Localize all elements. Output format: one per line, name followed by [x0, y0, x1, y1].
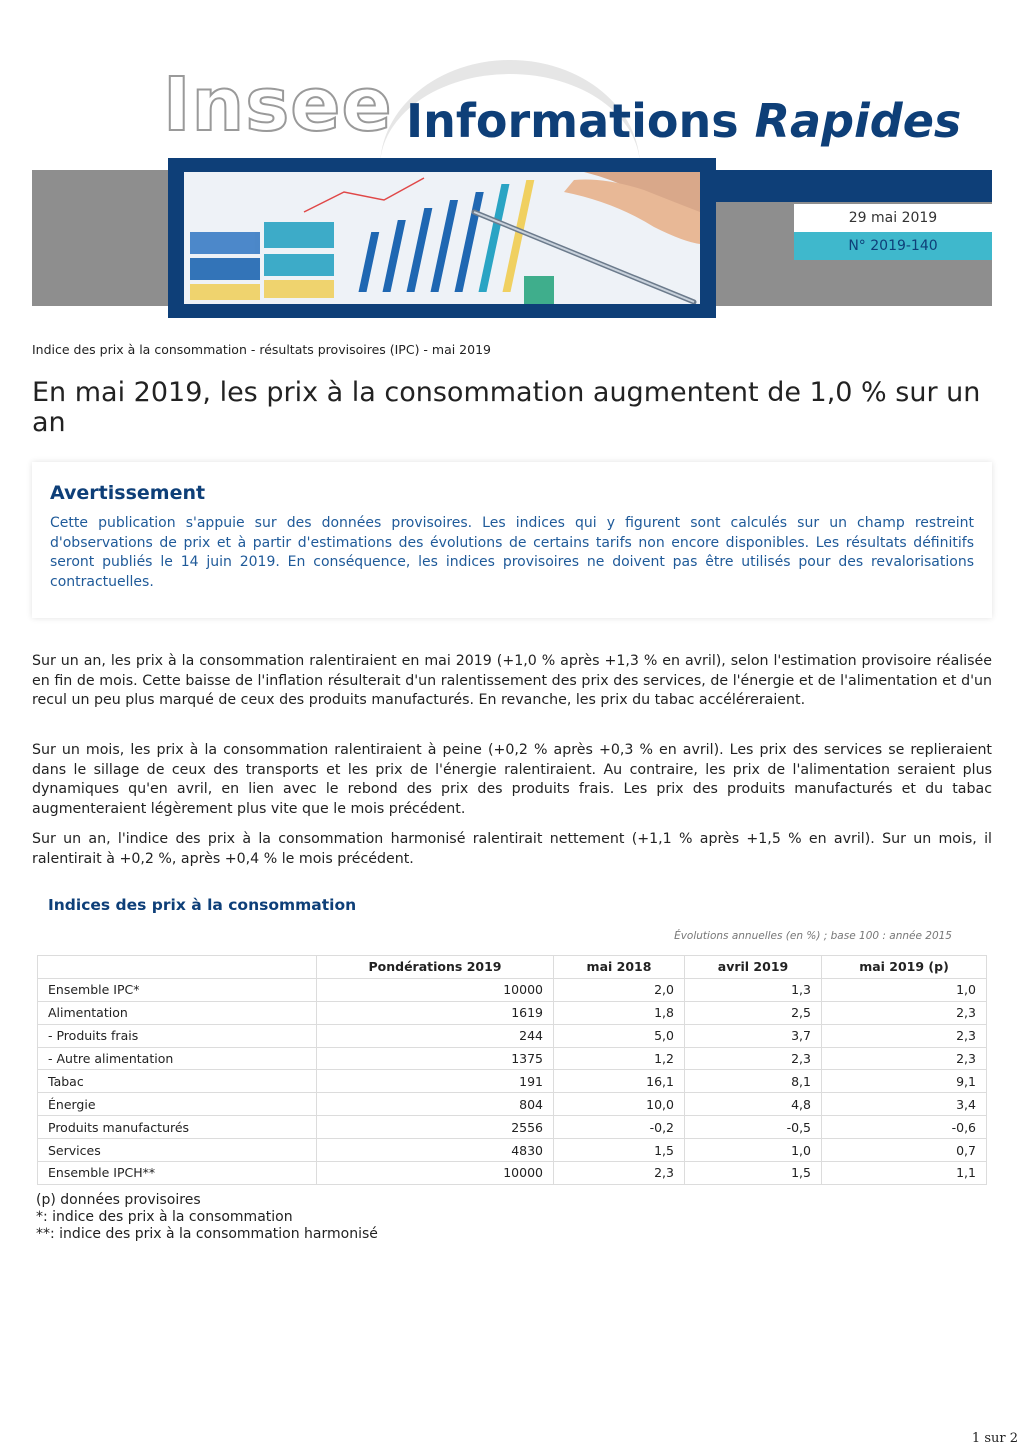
- cell-april-2019: 8,1: [685, 1070, 822, 1093]
- col-header-may-2018: mai 2018: [554, 956, 685, 979]
- cell-weight: 1375: [317, 1047, 554, 1070]
- cell-weight: 191: [317, 1070, 554, 1093]
- cell-april-2019: 4,8: [685, 1093, 822, 1116]
- cell-may-2018: 1,2: [554, 1047, 685, 1070]
- row-label: Tabac: [38, 1070, 317, 1093]
- table-row: [38, 1001, 987, 1024]
- cell-may-2019: 3,4: [822, 1093, 987, 1116]
- col-header-label: [38, 956, 317, 979]
- table-row: [38, 1070, 987, 1093]
- col-header-weights: Pondérations 2019: [317, 956, 554, 979]
- footnote-provisional: (p) données provisoires: [36, 1192, 201, 1208]
- cell-weight: 4830: [317, 1139, 554, 1162]
- cell-weight: 10000: [317, 978, 554, 1001]
- table-title: Indices des prix à la consommation: [48, 896, 357, 914]
- table-row: [38, 1093, 987, 1116]
- price-index-table: [37, 955, 987, 1185]
- warning-text: Cette publication s'appuie sur des données provisoires. Les indices qui y figurent sont calculés sur un champ restreint d'observations de prix et à partir d'estimations des évolutions de certains tarifs non encore disponibles. Les résultats définitifs seront publiés le 14 juin 2019. En conséquence, les indices provisoires ne doivent pas être utilisés pour des revalorisations contractuelles.: [50, 515, 974, 590]
- cell-may-2019: 9,1: [822, 1070, 987, 1093]
- table-row: [38, 1116, 987, 1139]
- brand-informations: Informations: [406, 94, 739, 148]
- cell-may-2019: 2,3: [822, 1001, 987, 1024]
- header-navy-band: [706, 170, 992, 202]
- cell-weight: 804: [317, 1093, 554, 1116]
- table-row: [38, 1047, 987, 1070]
- row-label: Alimentation: [38, 1001, 317, 1024]
- publication-header: [0, 0, 1024, 330]
- informations-rapides-title: [406, 94, 962, 148]
- table-header-row: [38, 956, 987, 979]
- row-label: - Autre alimentation: [38, 1047, 317, 1070]
- paragraph-harmonised: Sur un an, l'indice des prix à la consommation harmonisé ralentirait nettement (+1,1 % après +1,5 % en avril). Sur un mois, il ralentirait à +0,2 %, après +0,4 % le mois précédent.: [32, 831, 992, 867]
- cell-april-2019: 2,5: [685, 1001, 822, 1024]
- row-label: - Produits frais: [38, 1024, 317, 1047]
- insee-logo: Insee: [163, 62, 393, 148]
- publication-number: N° 2019-140: [794, 232, 992, 260]
- publication-date: 29 mai 2019: [794, 204, 992, 232]
- row-label: Énergie: [38, 1093, 317, 1116]
- cell-may-2018: 5,0: [554, 1024, 685, 1047]
- cell-may-2019: -0,6: [822, 1116, 987, 1139]
- cell-weight: 10000: [317, 1162, 554, 1185]
- cell-april-2019: 1,0: [685, 1139, 822, 1162]
- cell-weight: 244: [317, 1024, 554, 1047]
- table-row: [38, 978, 987, 1001]
- col-header-april-2019: avril 2019: [685, 956, 822, 979]
- table-row: [38, 1024, 987, 1047]
- row-label: Ensemble IPCH**: [38, 1162, 317, 1185]
- page-title: En mai 2019, les prix à la consommation augmentent de 1,0 % sur un an: [32, 377, 981, 438]
- page-number: 1 sur 2: [971, 1431, 1018, 1446]
- cell-may-2018: 1,8: [554, 1001, 685, 1024]
- cell-may-2019: 2,3: [822, 1024, 987, 1047]
- cell-may-2018: 10,0: [554, 1093, 685, 1116]
- cell-may-2019: 1,0: [822, 978, 987, 1001]
- cell-april-2019: 1,5: [685, 1162, 822, 1185]
- cell-april-2019: 3,7: [685, 1024, 822, 1047]
- chart-and-pen-photo: [184, 172, 700, 304]
- cell-may-2018: -0,2: [554, 1116, 685, 1139]
- cell-may-2018: 1,5: [554, 1139, 685, 1162]
- row-label: Services: [38, 1139, 317, 1162]
- cell-may-2019: 0,7: [822, 1139, 987, 1162]
- cell-may-2018: 2,0: [554, 978, 685, 1001]
- row-label: Ensemble IPC*: [38, 978, 317, 1001]
- paragraph-annual: Sur un an, les prix à la consommation ralentiraient en mai 2019 (+1,0 % après +1,3 % en avril), selon l'estimation provisoire réalisée en fin de mois. Cette baisse de l'inflation résulterait d'un ralentissement des prix des services, de l'énergie et de l'alimentation et d'un recul un peu plus marqué de ceux des produits manufacturés. En revanche, les prix du tabac accéléreraient.: [32, 653, 992, 708]
- row-label: Produits manufacturés: [38, 1116, 317, 1139]
- footnote-ipc: *: indice des prix à la consommation: [36, 1209, 293, 1225]
- warning-title: Avertissement: [50, 482, 206, 504]
- cell-weight: 2556: [317, 1116, 554, 1139]
- breadcrumb: Indice des prix à la consommation - résultats provisoires (IPC) - mai 2019: [32, 342, 491, 357]
- brand-rapides: Rapides: [754, 94, 962, 148]
- cell-april-2019: -0,5: [685, 1116, 822, 1139]
- cell-april-2019: 1,3: [685, 978, 822, 1001]
- paragraph-monthly: Sur un mois, les prix à la consommation ralentiraient à peine (+0,2 % après +0,3 % en avril). Les prix des services se replieraient dans le sillage de ceux des transports et les prix de l'énergie ralentiraient. Au contraire, les prix de l'alimentation seraient plus dynamiques qu'en avril, en lien avec le rebond des prix des produits frais. Les prix des produits manufacturés et du tabac augmenteraient légèrement plus vite que le mois précédent.: [32, 742, 992, 817]
- table-row: [38, 1162, 987, 1185]
- footnote-ipch: **: indice des prix à la consommation harmonisé: [36, 1226, 378, 1242]
- cell-may-2019: 2,3: [822, 1047, 987, 1070]
- table-note: Évolutions annuelles (en %) ; base 100 : année 2015: [674, 930, 952, 942]
- cell-weight: 1619: [317, 1001, 554, 1024]
- cell-may-2018: 2,3: [554, 1162, 685, 1185]
- cell-may-2019: 1,1: [822, 1162, 987, 1185]
- warning-box: [32, 462, 992, 618]
- col-header-may-2019: mai 2019 (p): [822, 956, 987, 979]
- table-row: [38, 1139, 987, 1162]
- cell-april-2019: 2,3: [685, 1047, 822, 1070]
- cell-may-2018: 16,1: [554, 1070, 685, 1093]
